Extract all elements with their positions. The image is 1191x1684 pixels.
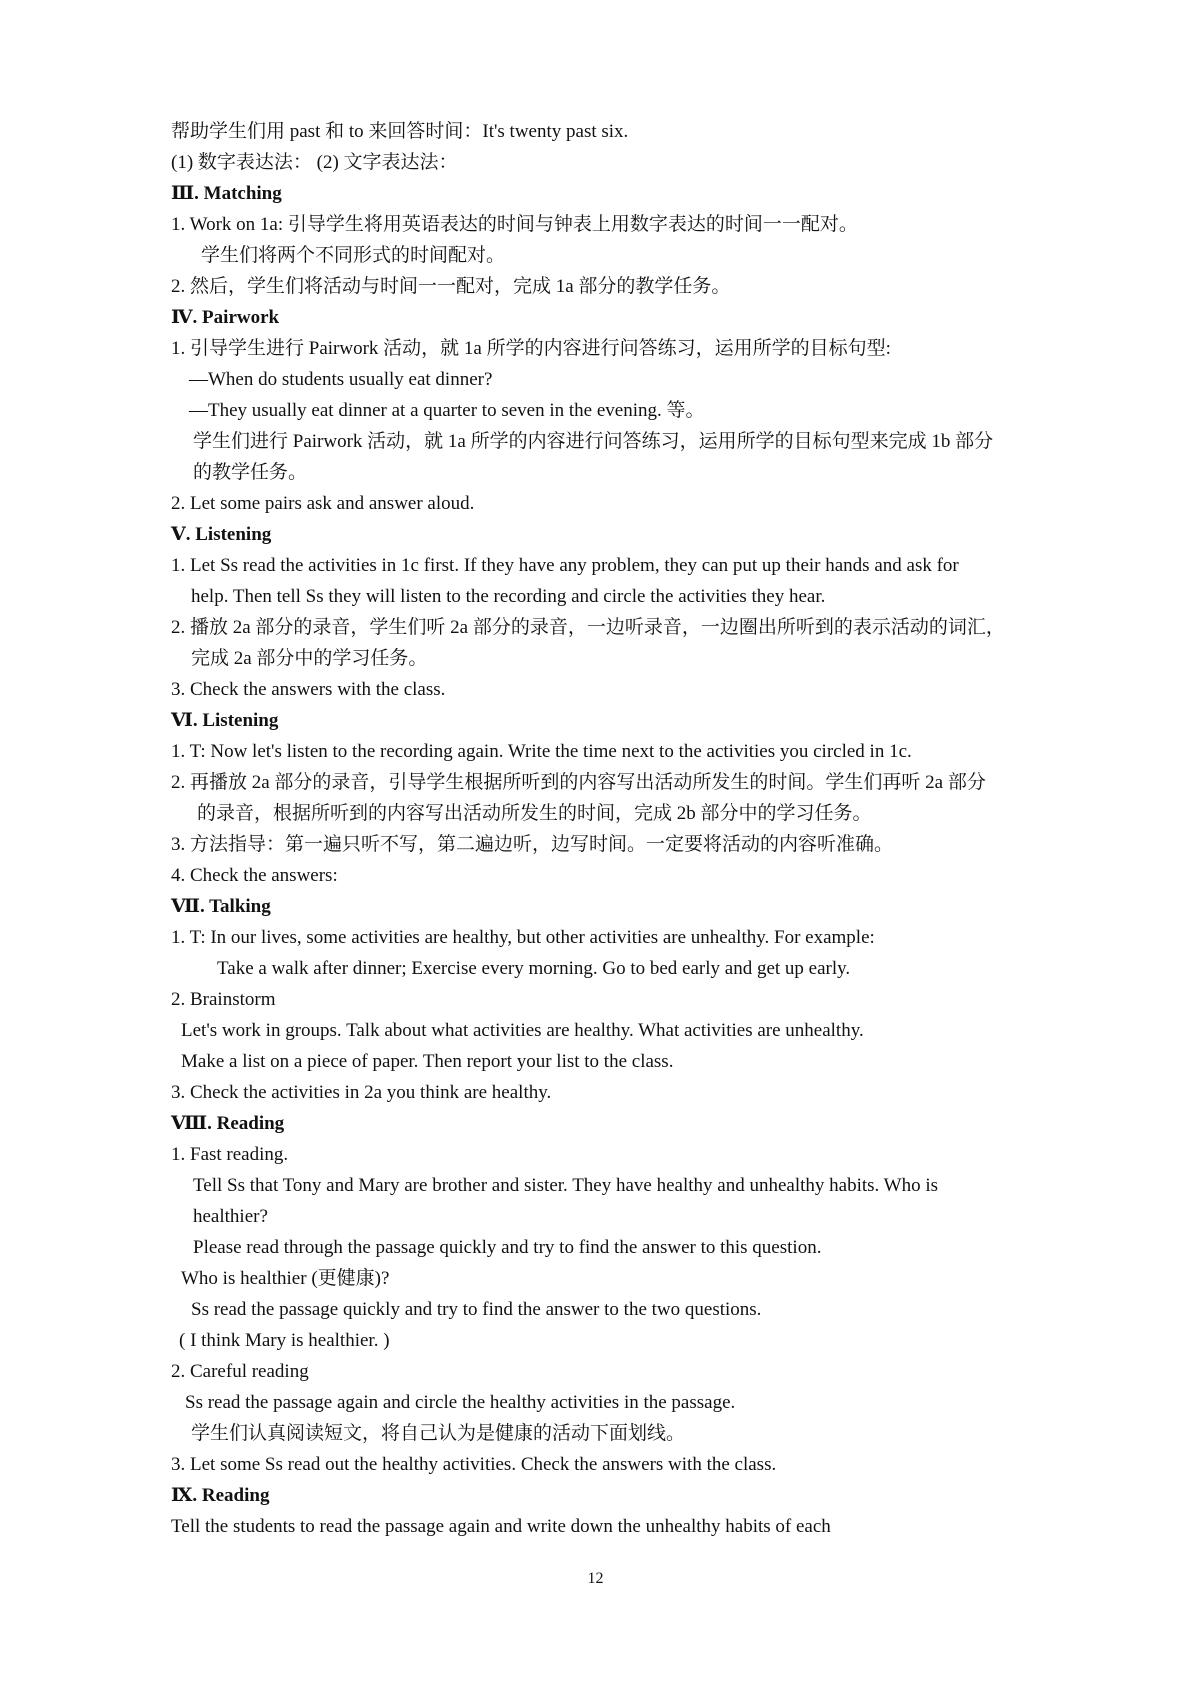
section-heading: Ⅴ. Listening <box>171 524 272 545</box>
text-line: healthier? <box>193 1206 268 1227</box>
text-line: Tell the students to read the passage again and write down the unhealthy habits of each <box>171 1516 831 1537</box>
text-line: 3. Check the activities in 2a you think are healthy. <box>171 1082 552 1103</box>
text-line: 1. Let Ss read the activities in 1c first. If they have any problem, they can put up their hands and ask for <box>171 555 959 576</box>
text-line: ( I think Mary is healthier. ) <box>179 1330 390 1351</box>
page-number: 12 <box>587 1570 604 1587</box>
section-heading: Ⅳ. Pairwork <box>171 307 280 328</box>
text-line: 2. 播放 2a 部分的录音，学生们听 2a 部分的录音，一边听录音，一边圈出所听到的表示活动的词汇， <box>171 617 1005 638</box>
text-line: 2. 然后，学生们将活动与时间一一配对，完成 1a 部分的教学任务。 <box>171 276 731 297</box>
text-line: 学生们进行 Pairwork 活动，就 1a 所学的内容进行问答练习，运用所学的目标句型来完成 1b 部分 <box>193 431 994 452</box>
text-line: Who is healthier (更健康)? <box>181 1268 390 1289</box>
text-line: 的录音，根据所听到的内容写出活动所发生的时间，完成 2b 部分中的学习任务。 <box>197 803 872 824</box>
text-line: —They usually eat dinner at a quarter to seven in the evening. 等。 <box>189 400 705 421</box>
text-line: 3. 方法指导：第一遍只听不写，第二遍边听，边写时间。一定要将活动的内容听准确。 <box>171 834 894 855</box>
text-line: 学生们将两个不同形式的时间配对。 <box>201 245 506 266</box>
text-line: Make a list on a piece of paper. Then report your list to the class. <box>181 1051 674 1072</box>
text-line: 1. Fast reading. <box>171 1144 289 1165</box>
text-line: Tell Ss that Tony and Mary are brother and sister. They have healthy and unhealthy habits. Who is <box>193 1175 939 1196</box>
text-line: 1. Work on 1a: 引导学生将用英语表达的时间与钟表上用数字表达的时间一一配对。 <box>171 214 858 235</box>
section-heading: Ⅲ. Matching <box>171 183 282 204</box>
section-heading: Ⅵ. Listening <box>171 710 279 731</box>
text-line: —When do students usually eat dinner? <box>189 369 493 390</box>
text-line: Ss read the passage quickly and try to find the answer to the two questions. <box>191 1299 762 1320</box>
text-line: 的教学任务。 <box>193 462 308 483</box>
text-line: 学生们认真阅读短文，将自己认为是健康的活动下面划线。 <box>191 1423 686 1444</box>
text-line: (1) 数字表达法： (2) 文字表达法： <box>171 152 458 173</box>
text-line: 帮助学生们用 past 和 to 来回答时间：It's twenty past six. <box>171 121 629 142</box>
text-line: Take a walk after dinner; Exercise every morning. Go to bed early and get up early. <box>217 958 851 979</box>
text-line: help. Then tell Ss they will listen to the recording and circle the activities they hear. <box>191 586 826 607</box>
section-heading: Ⅸ. Reading <box>171 1485 270 1506</box>
text-line: 3. Check the answers with the class. <box>171 679 446 700</box>
text-line: Ss read the passage again and circle the healthy activities in the passage. <box>185 1392 736 1413</box>
text-line: 3. Let some Ss read out the healthy activities. Check the answers with the class. <box>171 1454 777 1475</box>
text-line: 1. T: Now let's listen to the recording again. Write the time next to the activities you circled in 1c. <box>171 741 912 762</box>
text-line: 完成 2a 部分中的学习任务。 <box>191 648 428 669</box>
text-line: 1. T: In our lives, some activities are healthy, but other activities are unhealthy. For example: <box>171 927 875 948</box>
text-line: Let's work in groups. Talk about what activities are healthy. What activities are unhealthy. <box>181 1020 864 1041</box>
text-line: 2. Brainstorm <box>171 989 276 1010</box>
text-line: 4. Check the answers: <box>171 865 338 886</box>
text-line: 1. 引导学生进行 Pairwork 活动，就 1a 所学的内容进行问答练习，运用所学的目标句型: <box>171 338 891 359</box>
text-line: 2. Careful reading <box>171 1361 309 1382</box>
text-line: 2. Let some pairs ask and answer aloud. <box>171 493 475 514</box>
section-heading: Ⅶ. Talking <box>171 896 271 917</box>
section-heading: Ⅷ. Reading <box>171 1113 285 1134</box>
text-line: 2. 再播放 2a 部分的录音，引导学生根据所听到的内容写出活动所发生的时间。学生们再听 2a 部分 <box>171 772 986 793</box>
text-line: Please read through the passage quickly and try to find the answer to this question. <box>193 1237 822 1258</box>
